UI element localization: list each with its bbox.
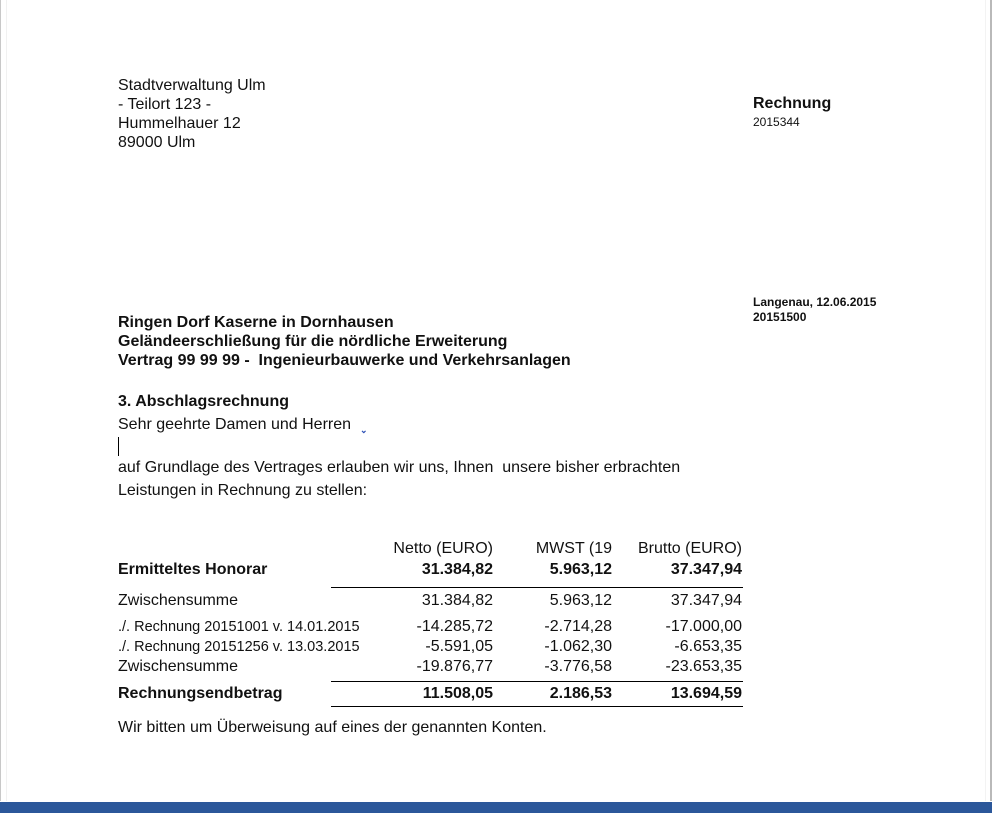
row-label: ./. Rechnung 20151256 v. 13.03.2015	[118, 639, 360, 655]
address-line: Stadtverwaltung Ulm	[118, 77, 266, 94]
subject-line: Ringen Dorf Kaserne in Dornhausen	[118, 314, 394, 331]
salutation: Sehr geehrte Damen und Herren	[118, 416, 352, 433]
intro-text: auf Grundlage des Vertrages erlauben wir uns, Ihnen unsere bisher erbrachten	[118, 459, 681, 476]
invoice-heading: 3. Abschlagsrechnung	[118, 393, 289, 410]
page-margin-left	[6, 0, 7, 801]
cell-mwst: -1.062,30	[544, 638, 612, 655]
address-line: 89000 Ulm	[118, 134, 196, 151]
cell-netto: -19.876,77	[416, 658, 493, 675]
cell-mwst: -2.714,28	[544, 618, 612, 635]
cell-brutto: 37.347,94	[670, 592, 742, 609]
cell-mwst: 5.963,12	[549, 592, 612, 609]
page-edge-left	[0, 0, 1, 801]
cell-mwst: 2.186,53	[549, 685, 612, 702]
cell-netto: -14.285,72	[416, 618, 493, 635]
row-label: Rechnungsendbetrag	[118, 685, 283, 702]
subject-line: Vertrag 99 99 99 - Ingenieurbauwerke und Verkehrsanlagen	[118, 352, 571, 369]
header-netto: Netto (EURO)	[393, 540, 493, 557]
cell-netto: -5.591,05	[425, 638, 493, 655]
text-cursor	[118, 437, 119, 456]
closing-text: Wir bitten um Überweisung auf eines der genannten Konten.	[118, 719, 547, 736]
cell-netto: 11.508,05	[422, 685, 493, 702]
address-line: - Teilort 123 -	[118, 96, 212, 113]
row-label: Zwischensumme	[118, 658, 239, 675]
cell-brutto: 13.694,59	[670, 685, 742, 702]
row-label: Ermitteltes Honorar	[118, 561, 268, 578]
table-rule	[331, 706, 743, 707]
cell-mwst: -3.776,58	[544, 658, 612, 675]
invoice-number: 2015344	[753, 115, 800, 129]
reference-number: 20151500	[753, 310, 807, 324]
table-rule	[331, 681, 743, 682]
page-margin-right	[985, 0, 986, 801]
address-line: Hummelhauer 12	[118, 115, 241, 132]
subject-line: Geländeerschließung für die nördliche Erweiterung	[118, 333, 508, 350]
spelling-mark-icon[interactable]: ⌄	[360, 425, 368, 435]
invoice-title: Rechnung	[753, 95, 832, 112]
table-rule	[331, 587, 743, 588]
row-label: ./. Rechnung 20151001 v. 14.01.2015	[118, 619, 360, 635]
header-brutto: Brutto (EURO)	[637, 540, 742, 557]
status-bar	[0, 802, 992, 813]
cell-netto: 31.384,82	[421, 592, 493, 609]
header-mwst: MWST (19	[535, 540, 612, 557]
cell-brutto: -17.000,00	[665, 618, 742, 635]
intro-text: Leistungen in Rechnung zu stellen:	[118, 482, 368, 499]
cell-mwst: 5.963,12	[549, 561, 612, 578]
row-label: Zwischensumme	[118, 592, 239, 609]
place-date: Langenau, 12.06.2015	[753, 295, 877, 309]
cell-brutto: -6.653,35	[674, 638, 742, 655]
cell-brutto: 37.347,94	[670, 561, 742, 578]
cell-netto: 31.384,82	[421, 561, 493, 578]
cell-brutto: -23.653,35	[665, 658, 742, 675]
